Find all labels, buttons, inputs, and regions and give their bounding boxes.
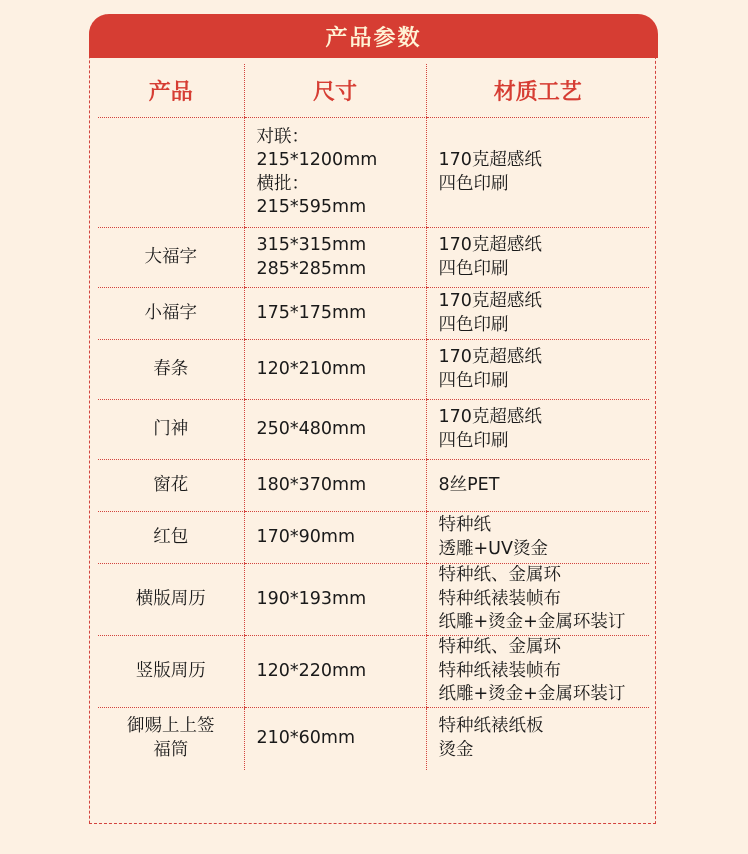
material-line: 纸雕+烫金+金属环装订: [438, 612, 626, 633]
product-name-cell: [98, 636, 244, 708]
material-cell: [426, 340, 649, 400]
material-line: 四色印刷: [438, 314, 509, 335]
size-cell: [244, 460, 426, 512]
material-line: 特种纸裱纸板: [438, 716, 544, 737]
material-cell: [426, 400, 649, 460]
product-name-line: 小福字: [144, 302, 197, 323]
product-name-cell: [98, 288, 244, 340]
table-header-row: [98, 64, 649, 118]
product-name-line: 御赐上上签: [127, 716, 215, 737]
size-line: 215*595mm: [256, 197, 367, 217]
material-cell: [426, 512, 649, 564]
table-row: [98, 636, 649, 708]
size-cell: [244, 340, 426, 400]
material-line: 四色印刷: [438, 173, 509, 194]
header-product: 产品: [98, 64, 244, 118]
product-params-card: [89, 14, 656, 824]
material-line: 特种纸裱装帧布: [438, 660, 561, 681]
material-line: 特种纸: [438, 515, 491, 535]
material-line: 170克超感纸: [438, 235, 542, 255]
table-row: [98, 460, 649, 512]
size-line: 215*1200mm: [256, 150, 378, 170]
size-line: 180*370mm: [256, 474, 367, 495]
table-row: [98, 400, 649, 460]
product-name-line: 窗花: [153, 474, 189, 495]
material-cell: [426, 636, 649, 708]
size-line: 对联：: [256, 126, 309, 147]
size-line: 190*193mm: [256, 588, 367, 609]
product-name-cell: [98, 228, 244, 288]
material-line: 170克超感纸: [438, 291, 542, 311]
material-line: 四色印刷: [438, 258, 509, 279]
size-line: 120*220mm: [256, 660, 367, 681]
size-line: 250*480mm: [256, 418, 367, 439]
header-material: 材质工艺: [426, 64, 649, 118]
material-cell: [426, 228, 649, 288]
material-cell: [426, 288, 649, 340]
product-name-line: 竖版周历: [135, 660, 206, 681]
table-row: [98, 228, 649, 288]
material-line: 特种纸、金属环: [438, 637, 561, 658]
material-cell: [426, 118, 649, 228]
material-line: 特种纸裱装帧布: [438, 588, 561, 609]
material-line: 纸雕+烫金+金属环装订: [438, 684, 626, 705]
product-name-cell: [98, 708, 244, 770]
material-line: 四色印刷: [438, 370, 509, 391]
size-cell: [244, 512, 426, 564]
table-row: [98, 512, 649, 564]
product-name-line: 春条: [153, 358, 189, 379]
size-line: 170*90mm: [256, 526, 356, 547]
size-line: 横批：: [256, 173, 309, 194]
params-table: [98, 64, 649, 770]
header-size: 尺寸: [244, 64, 426, 118]
size-line: 285*285mm: [256, 258, 367, 279]
table-row: [98, 118, 649, 228]
size-cell: [244, 118, 426, 228]
size-cell: [244, 636, 426, 708]
size-line: 315*315mm: [256, 235, 367, 255]
table-row: [98, 564, 649, 636]
product-name-cell: [98, 340, 244, 400]
product-name-line: 门神: [153, 418, 189, 439]
table-row: [98, 708, 649, 770]
material-line: 烫金: [438, 739, 474, 760]
product-name-cell: [98, 564, 244, 636]
size-cell: [244, 400, 426, 460]
size-line: 210*60mm: [256, 728, 356, 748]
product-name-line: 福筒: [153, 739, 189, 760]
size-cell: [244, 564, 426, 636]
material-line: 四色印刷: [438, 430, 509, 451]
product-name-cell: [98, 118, 244, 228]
product-name-cell: [98, 460, 244, 512]
material-line: 170克超感纸: [438, 347, 542, 367]
material-line: 特种纸、金属环: [438, 565, 561, 586]
size-cell: [244, 228, 426, 288]
size-cell: [244, 288, 426, 340]
material-cell: [426, 564, 649, 636]
material-cell: [426, 708, 649, 770]
table-row: [98, 340, 649, 400]
product-name-line: 横版周历: [135, 588, 206, 609]
size-cell: [244, 708, 426, 770]
material-cell: [426, 460, 649, 512]
material-line: 170克超感纸: [438, 150, 542, 170]
product-name-cell: [98, 400, 244, 460]
size-line: 175*175mm: [256, 302, 367, 323]
table-row: [98, 288, 649, 340]
product-name-line: 大福字: [144, 246, 197, 267]
material-line: 8丝PET: [438, 474, 500, 495]
product-name-line: 红包: [153, 526, 189, 547]
product-name-cell: [98, 512, 244, 564]
material-line: 透雕+UV烫金: [438, 538, 548, 559]
section-title: 产品参数: [89, 14, 658, 58]
size-line: 120*210mm: [256, 358, 367, 379]
material-line: 170克超感纸: [438, 407, 542, 427]
